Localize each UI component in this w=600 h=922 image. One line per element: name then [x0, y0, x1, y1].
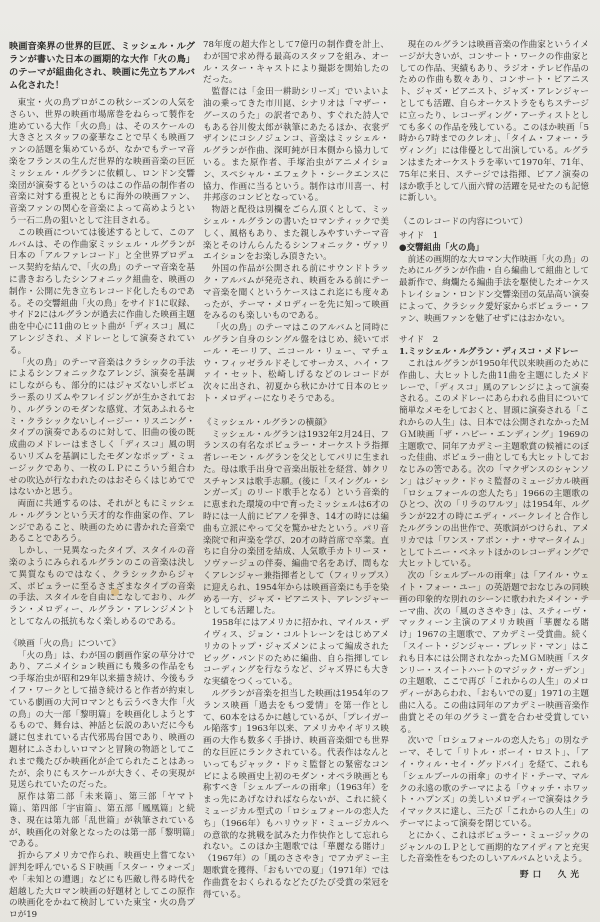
section-heading-film: 《映画「火の鳥」について》	[9, 638, 121, 649]
author-signature: 野口 久光	[520, 870, 583, 881]
section-heading-profile: 《ミッシェル・ルグランの横顔》	[203, 417, 332, 428]
paragraph: 現在のルグランは映画音楽の作曲家というイメージが大きいが、コンサート・ワークの作曲家としての作品、実績もあり、ラジオ・テレビ作品のための作曲も数々あり、コンサート・ピアニスト、ジャズ・ピアニスト、ジャズ・アレンジャーとしても活躍、自らオーケストラをもちステージに立ったり、レコーディング・アーティストとしても多くの作品を残している。このほか映画「5時から7時までのクレオ」、「タイム・フォー・ラヴィング」には俳優として出演している。ルグランはまたオーケストラを率いて1970年、71年、75年に来日、ステージでは指揮、ピアノ演奏のほか歌手として八面六臂の活躍を見せたのも記憶に新しい。	[399, 40, 589, 204]
paragraph: 外国の作品が公開される前にサウンドトラック・アルバムが発売され、映画をみる前にテーマ音楽を聞くというケースはこれ迄にも度々あったが、テーマ・メロディーを先に知って映画をみるのも楽しいものである。	[203, 264, 389, 322]
section-heading-contents: （このレコードの内容について）	[399, 217, 528, 228]
side-1-track: ●交響組曲「火の鳥」	[399, 242, 484, 253]
paragraph: これはルグランが1950年代以来映画のために作曲し、大ヒットした曲11曲を主題にしたメドレーで、「ディスコ」風のアレンジによって演奏される。このメドレーにあらわれる曲目について簡単なメモをしておくと、冒頭に演奏される「これからの人生」は、日本では公開されなかったＭＧＭ映画「ザ・ハピー・エンディング」1969の主題歌で、同年アカデミー主題歌賞の候補にのぼった佳曲、ポピュラー曲としても大ヒットしておなじみの筈である。次の「マクザンスのシャンソン」はジャック・ドゥミ監督のミュージカル映画「ロシュフォールの恋人たち」1966の主題歌のひとつ、次の「リラのワルツ」は1954年、ルグランが22才の時にエディ・バークレイと合作したルグランの出世作で、英歌詞がつけられ、アメリカでは「ワンス・アポン・ナ・サマータイム」としてトニー・ベネットほかのレコーディングで大ヒットしている。	[399, 358, 589, 570]
paragraph: 監督には「金田一耕助シリーズ」でいよいよ油の乗ってきた市川崑、シナリオは「マザー・グースのうた」の訳者であり、すぐれた詩人でもある谷川俊太郎が執筆にあたるほか、衣裳デザインにコシノジュンコ、音楽はミッシェル・ルグランが作曲、深町純が日本側から協力している。また原作者、手塚治虫がアニメイション、スペシャル・エフェクト・シークエンスに協力、作画に当るという。制作は市川喜一、村井邦彦のコンビとなっている。	[203, 87, 389, 204]
paragraph: 次の「シェルブールの雨傘」は「アイル・ウェイト・フォー・ユー」の英語題でおなじみの同映画の印象的な別れのシーンに歌われたメイン・テーマ曲、次の「風のささやき」は、スティーヴ・マックィーン主演のアメリカ映画「華麗なる賭け」1967の主題歌で、アカデミー受賞曲。続く「スイート・ジンジャー・ブレッド・マン」はこれも日本には公開されなかったＭＧＭ映画「スタンリー・スイートハートのマジック・ガーデン」の主題歌、ここで再び「これからの人生」のメロディーがあらわれ、「おもいでの夏」1971の主題曲に入る。この曲は同年のアカデミー映画音楽作曲賞とその年のグラミー賞を合わせ受賞している。	[399, 571, 589, 735]
column-middle	[203, 40, 389, 901]
lead-headline: 映画音楽界の世界的巨匠、ミッシェル・ルグランが書いた日本の画期的な大作「火の鳥」のテーマが組曲化され、映画に先立ちアルバム化された！	[9, 41, 195, 91]
paragraph: 「火の鳥」のテーマ音楽はクラシックの手法によるシンフォニックなアレンジ、演奏を基調にしながらも、部分的にはジャズないしポピュラー系のリズムやフレイジングが生かされており、ルグランのモダンな感覚、才気あふれるセミ・クラシックないしイージー・リスニング・タイプの演奏であるのに対して、旧曲の後の既成曲のメドレーはまさしく「ディスコ」風の明るいリズムを基調にしたモダンなポップ・ミュージックであり、一枚のＬＰにこういう組合わせの吹込が行なわれたのはおそらくはじめてではないかと思う。	[9, 357, 195, 498]
side-2-track: 1.ミッシェル・ルグラン・ディスコ・メドレー	[399, 347, 579, 358]
paragraph: 次いで「ロシュフォールの恋人たち」の別なテーマ、そして「リトル・ボーイ・ロスト」、「アイ・ウィル・セイ・グッドバイ」を経て、これも「シェルブールの雨傘」のサイド・テーマ、マルクの永遠の歌のテーマによる「ウォッチ・ホワット・ハプンズ」の美しいメロディーで演奏はクライマックスに達し、三たび「これからの人生」のテーマによって演奏を閉じている。	[399, 736, 589, 829]
paragraph: ルグランが音楽を担当した映画は1954年のフランス映画「過去をもつ愛情」を第一作として、60本をはるかに越しているが、「プレイガール陥落す」1963年以来、アメリカやイギリス映画の大作も数多く手掛け、映画音楽畑でも世界的な巨匠にランクされている。代表作はなんといってもジャック・ドゥミ監督との緊密なコンビによる映画史上初のモダン・オペラ映画とも称すべき「シェルブールの雨傘」（1963年）をまっ先にあげなければならないが、これに続くミュージカル型式の「ロシュフォールの恋人たち」（1966年）もハリウッド・ミュージカルへの意欲的な挑戦を試みた力作快作として忘れられない。このほか主題歌では「華麗なる賭け」（1967年）の「風のささやき」でアカデミー主題歌賞を獲得、「おもいでの夏」（1971年）では作曲賞をおくられるなどたびたび受賞の栄冠を得ている。	[203, 689, 389, 900]
side-1-label: サイド 1	[399, 230, 439, 241]
paragraph: 折からアメリカで作られ、映画史上嘗てない評判を呼んでいるＳＦ映画「スター・ウォーズ」や「未知との遭遇」などにも匹敵し得る時代を超越した大ロマン映画の好題材としてこの原作の映画化をかねて検討していた東宝・火の鳥プロが19	[9, 851, 195, 921]
paragraph: この映画については後述するとして、このアルバムは、その作曲家ミッシェル・ルグランが日本の「アルファレコード」と全世界プロデュース契約を結んで、「火の鳥」のテーマ音楽を基に書きおろしたシンフォニック組曲を、映画の制作・公開に先き立ちレコード化したものである。その交響組曲「火の鳥」をサイド1に収録、サイド2にはルグランが過去に作曲した映画主題曲を中心に11曲のヒット曲が「ディスコ」風にアレンジされ、メドレーとして演奏されている。	[9, 227, 195, 356]
paragraph: ミッシェル・ルグランは1932年2月24日、フランスの有名なポピュラー・オーケストラ指揮者レーモン・ルグランを父としてパリに生まれた。母は歌手出身で音楽出版社を経営、姉クリスチャンヌは歌手志願。(後に「スイングル・シンガーズ」のリード歌手となる）という音楽的に恵まれた環境の中で育ったミッシェルは6才の時には一人前にピアノを弾き、14才の時には編曲も立派にやって父を驚かせたという。パリ音楽院で和声楽を学び、20才の時首席で卒業。直ちに自分の楽団を結成、人気歌手カトリーヌ・ソヴァージュの伴奏、編曲で名をあげ、間もなくアレンジャー兼指揮者として（フィリップス）に迎えられ、1954年からは映画音楽にも手を染める一方、ジャズ・ピアニスト、アレンジャーとしても活躍した。	[203, 429, 389, 617]
paragraph: 前述の画期的な大ロマン大作映画「火の鳥」のためにルグランが作曲・自ら編曲して組曲として最新作で、絢爛たる編曲手法を駆使したオーケストレイション・ロンドン交響楽団の気品高い演奏によって、クラシック愛好家からポピュラー・ファン、映画ファンを魅了せずにはおかない。	[399, 254, 589, 324]
paragraph: しかし、一見異なったタイプ、スタイルの音楽のようにみられるルグランのこの音楽は決して異質なものではなく、クラシックからジャズ、ポピュラーに至るさまざまなタイプの音楽の手法、スタイルを自由にこなしており、ルグラン・メロディー、ルグラン・アレンジメントとしてなんの抵抗もなく楽しめるのである。	[9, 546, 195, 628]
paragraph: 「火の鳥」は、わが国の劇画作家の草分けであり、アニメイション映画にも幾多の作品をもつ手塚治虫が昭和29年以来描き続け、今後もライフ・ワークとして描き続けると作者が約束している劇画の大河ロマンとも云うべき大作「火の鳥」の大一部「黎明篇」を映画化しようとするもので、舞台は、神話と伝説のあいだに今も謎に包まれている古代邪馬台国であり、映画の題材にふさわしいロマンと冒険の物語としてこれまで幾たびか映画化が企てられたことはあったが、余りにもスケールが大きく、その実現が見送られていたのだった。	[9, 650, 195, 791]
side-2-label: サイド 2	[399, 335, 439, 346]
paragraph: 物語と配役は別欄をごらん頂くとして、ミッシェル・ルグランの書いたロマンティックで美しく、風格もあり、また親しみやすいテーマ音楽とそのけんらんたるシンフォニック・ヴァリエイションをお楽しみ頂きたい。	[203, 205, 389, 263]
paragraph: 78年度の超大作として7億円の制作費を計上、わが国で求め得る最高のスタッフを組み、オール・スター・キャストにより撮影を開始したのだった。	[203, 40, 389, 86]
paragraph: 1958年にはアメリカに招かれ、マイルス・デイヴィス、ジョン・コルトレーンをはじめアメリカのトップ・ジャズメンによって編成されたビッグ・バンドのために編曲、自ら指揮してレコーディングを行なうなど、ジャズ界にも大きな実績をつくっている。	[203, 618, 389, 688]
paragraph: 「火の鳥」のテーマはこのアルバムと同時にルグラン自身のシングル盤をはじめ、続いてポール・モーリア、ニコール・リュー、マチュウ・フィッゼラルドそしてサーカス、ハイ・ファイ・セット、松崎しげるなどのレコードが次々に出され、初夏から秋にかけて日本のヒット・メロディーになりそうである。	[203, 323, 389, 404]
paragraph: 原作は第二部「未来篇」、第三部「ヤマト篇」、第四部「宇宙篇」、第五部「鳳凰篇」と続き、現在は第九部「乱世篇」が執筆されているが、映画化の対象となったのは第一部「黎明篇」である。	[9, 792, 195, 850]
column-right	[399, 40, 589, 882]
column-left	[9, 40, 195, 922]
paragraph: 両面に共通するのは、それがともにミッシェル・ルグランという天才的な作曲家の作、アレンジであること、映画のために書かれた音楽であることであろう。	[9, 499, 195, 545]
paragraph: 東宝・火の鳥プロがこの秋シーズンの人気をさらい、世界の映画市場席巻をねらって製作を進めている大作「火の鳥」は、そのスケールの大きさとスタッフの豪華なことで早くも映画ファンの話題を集めているが、なかでもテーマ音楽をフランスの生んだ世界的な映画音楽の巨匠ミッシェル・ルグランに依頼し、ロンドン交響楽団が演奏するというのはこの作品の制作者の音楽に対する重視とともに海外の映画ファン、音楽ファンの関心を音楽によって高めようという一石二鳥の狙いとして注目される。	[9, 98, 195, 226]
paragraph: とにかく、これはポピュラー・ミュージックのジャンルのＬＰとして画期的なアイディアと充実した音楽性をもつたのしいアルバムといえよう。	[399, 830, 589, 865]
